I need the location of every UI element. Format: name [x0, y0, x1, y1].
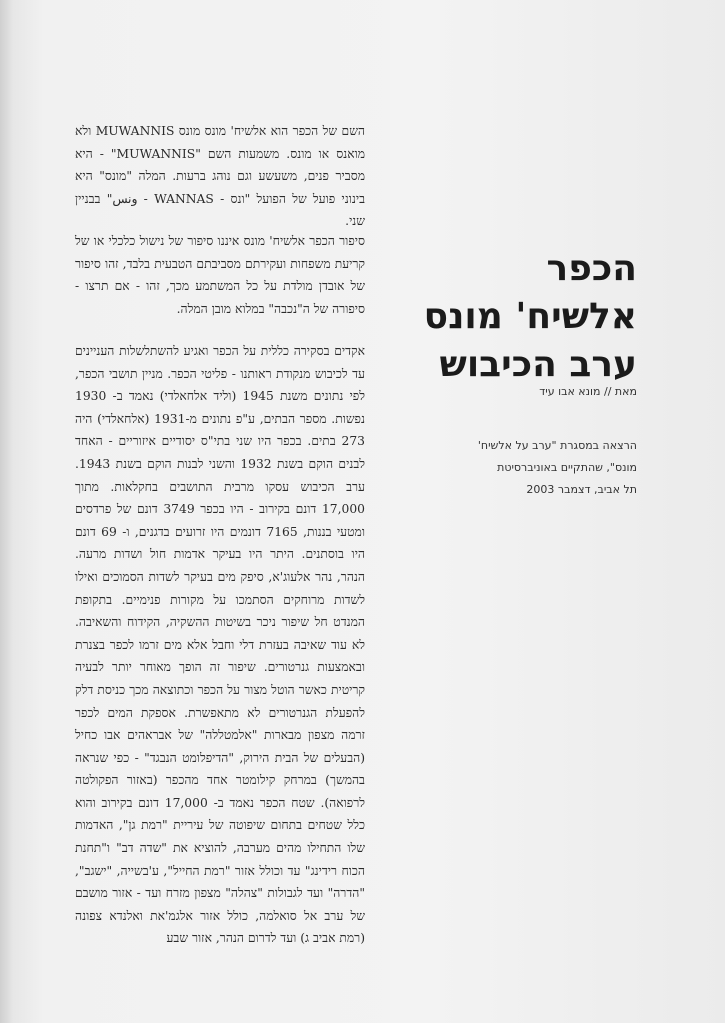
title-line-2: אלשיח' מונס: [423, 296, 637, 337]
paragraph-text: אקדים בסקירה כללית על הכפר ואגיע להשתלשלות העניינים עד לכיבוש מנקודת ראותנו - פליטי הכפר. מניין תושבי הכפר, לפי נתונים משנת 1945 (וליד אלחאלדי) נאמד ב- 1930 נפשות. מספר הבתים, ע"פ נתונים מ-1931 (אלחאלדי) היה 273 בתים. בכפר היו שני בתי"ס יסודיים איזוריים - האחד לבנים הוקם בשנת 1932 והשני לבנות הוקם בשנת 1943. ערב הכיבוש עסקו מרבית התושבים בחקלאות. מתוך 17,000 דונם בקירוב - היו בכפר 3749 דונם של פרדסים ומטעי בננות, 7165 דונמים היו זרועים בדגנים, ו- 69 דונם היו בוסתנים. היתר היו בעיקר אדמות חול ושדות מרעה. הנהר, נהר אלעוג'א, סיפק מים בעיקר לשדות הסמוכים ואילו לשדות מרוחקים הסתמכו על מקורות פנימיים. בתקופת המנדט חל שיפור ניכר בשיטות ההשקיה, הקידוח והשאיבה. לא עוד שאיבה בעזרת דלי וחבל אלא מים זרמו לכפר בצנרת ובאמצעות גנרטורים. שיפור זה הופך מאוחר יותר לבעיה קריטית כאשר הוטל מצור על הכפר וכתוצאה מכך כניסת דלק להפעלת הגנרטורים לא מתאפשרת. אספקת המים לכפר זרמה מצפון מבארות "אלמטללה" של אבראהים אבו כחיל (הבעלים של הבית הירוק, "הדיפלומט הנבגד" - כפי שנראה בהמשך) במרחק קילומטר אחד מהכפר (באזור הפקולטה לרפואה). שטח הכפר נאמד ב- 17,000 דונם בקירוב והוא כלל שטחים בתחום שיפוטה של עיריית "רמת גן", האדמות שלו התחילו מהים מערבה, להוציא את "שדה דב" ו"תחנת הכוח רידינג" עד וכולל אזור "רמת החייל", ע'בשייה, "ישגב", "הדרה" ועד לגבולות "צהלה" מצפון מזרח ועד - אזור מושבם של ערב אל סואלמה, כולל אזור אלגמ'את ואלנדא צפונה (רמת אביב ג) ועד לדרום הנהר, אזור שבע: [75, 344, 365, 946]
lecture-note: [417, 435, 637, 501]
body-paragraph-2: [75, 230, 365, 320]
paragraph-text: סיפור הכפר אלשיח' מונס איננו סיפור של נישול כלכלי או של קריעת משפחות ועקירתם מסביבתם הטבעית בלבד, זהו סיפור של אובדן מולדת על כל המשתמע מכך, זהו - אם תרצו - סיפורה של ה"נכבה" במלוא מובן המלה.: [75, 234, 365, 316]
page-fold-shadow: [0, 0, 14, 1023]
body-paragraph-1: [75, 120, 365, 233]
paragraph-text: השם של הכפר הוא אלשיח' מונס מונס MUWANNIS ולא מואנס או מונס. משמעות השם "MUWANNIS" - היא מסביר פנים, משעשע וגם נוהג ברעות. המלה "מונס" היא בינוני פועל של הפועל "ונס - WANNAS - ونس" בבניין שני.: [75, 124, 366, 229]
note-line-3: תל אביב, דצמבר 2003: [526, 483, 637, 496]
article-title: [417, 245, 637, 389]
note-line-2: מונס", שהתקיים באוניברסיטת: [497, 461, 637, 474]
author-byline: מאת // מונא אבו עיד: [539, 385, 637, 398]
body-paragraph-3: [75, 340, 365, 950]
title-line-3: ערב הכיבוש: [439, 344, 637, 385]
title-line-1: הכפר: [546, 248, 637, 289]
note-line-1: הרצאה במסגרת "ערב על אלשיח': [477, 439, 637, 452]
